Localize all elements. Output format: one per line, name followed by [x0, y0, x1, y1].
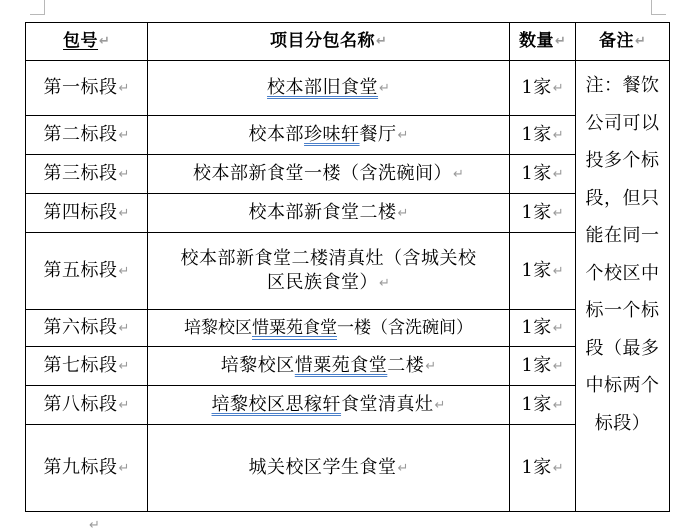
table-row	[26, 116, 670, 155]
header-package-no: 包号↵	[26, 23, 148, 61]
page-corner-mark-right	[651, 0, 666, 15]
bid-package-table	[25, 22, 670, 512]
remarks-note-cell: 注：餐饮公司可以投多个标段，但只能在同一个校区中标一个标段（最多中标两个标段）	[576, 61, 670, 512]
header-remarks: 备注↵	[576, 23, 670, 61]
table-header-row	[26, 23, 670, 61]
cell-package-no: 第九标段↵	[26, 425, 148, 512]
cell-package-no: 第四标段↵	[26, 194, 148, 233]
cell-package-no: 第三标段↵	[26, 155, 148, 194]
header-quantity: 数量↵	[510, 23, 576, 61]
header-project-name: 项目分包名称↵	[148, 23, 510, 61]
cell-project-name: 培黎校区惜粟苑食堂二楼↵	[148, 347, 510, 386]
cell-quantity: 1家↵	[510, 347, 576, 386]
cell-package-no: 第一标段↵	[26, 61, 148, 116]
cell-project-name: 培黎校区惜粟苑食堂一楼（含洗碗间）	[148, 310, 510, 347]
cell-project-name: 校本部新食堂一楼（含洗碗间）↵	[148, 155, 510, 194]
cell-package-no: 第六标段↵	[26, 310, 148, 347]
cell-quantity: 1家↵	[510, 386, 576, 425]
cell-project-name: 校本部新食堂二楼清真灶（含城关校 区民族食堂）↵	[148, 233, 510, 310]
table-row	[26, 386, 670, 425]
cell-project-name: 校本部旧食堂↵	[148, 61, 510, 116]
table-row	[26, 310, 670, 347]
table-row	[26, 61, 670, 116]
page-corner-mark-left	[30, 0, 45, 15]
cell-package-no: 第七标段↵	[26, 347, 148, 386]
table-row	[26, 194, 670, 233]
cell-quantity: 1家↵	[510, 116, 576, 155]
cell-quantity: 1家↵	[510, 425, 576, 512]
cell-project-name: 城关校区学生食堂↵	[148, 425, 510, 512]
table-row	[26, 233, 670, 310]
cell-package-no: 第五标段↵	[26, 233, 148, 310]
cell-package-no: 第八标段↵	[26, 386, 148, 425]
paragraph-mark: ↵	[89, 518, 100, 531]
cell-project-name: 培黎校区思稼轩食堂清真灶↵	[148, 386, 510, 425]
cell-project-name: 校本部新食堂二楼↵	[148, 194, 510, 233]
cell-quantity: 1家↵	[510, 155, 576, 194]
table-row	[26, 347, 670, 386]
cell-project-name: 校本部珍味轩餐厅↵	[148, 116, 510, 155]
cell-package-no: 第二标段↵	[26, 116, 148, 155]
cell-quantity: 1家↵	[510, 310, 576, 347]
cell-quantity: 1家↵	[510, 61, 576, 116]
table-row	[26, 425, 670, 512]
table-row	[26, 155, 670, 194]
cell-quantity: 1家↵	[510, 233, 576, 310]
cell-quantity: 1家↵	[510, 194, 576, 233]
